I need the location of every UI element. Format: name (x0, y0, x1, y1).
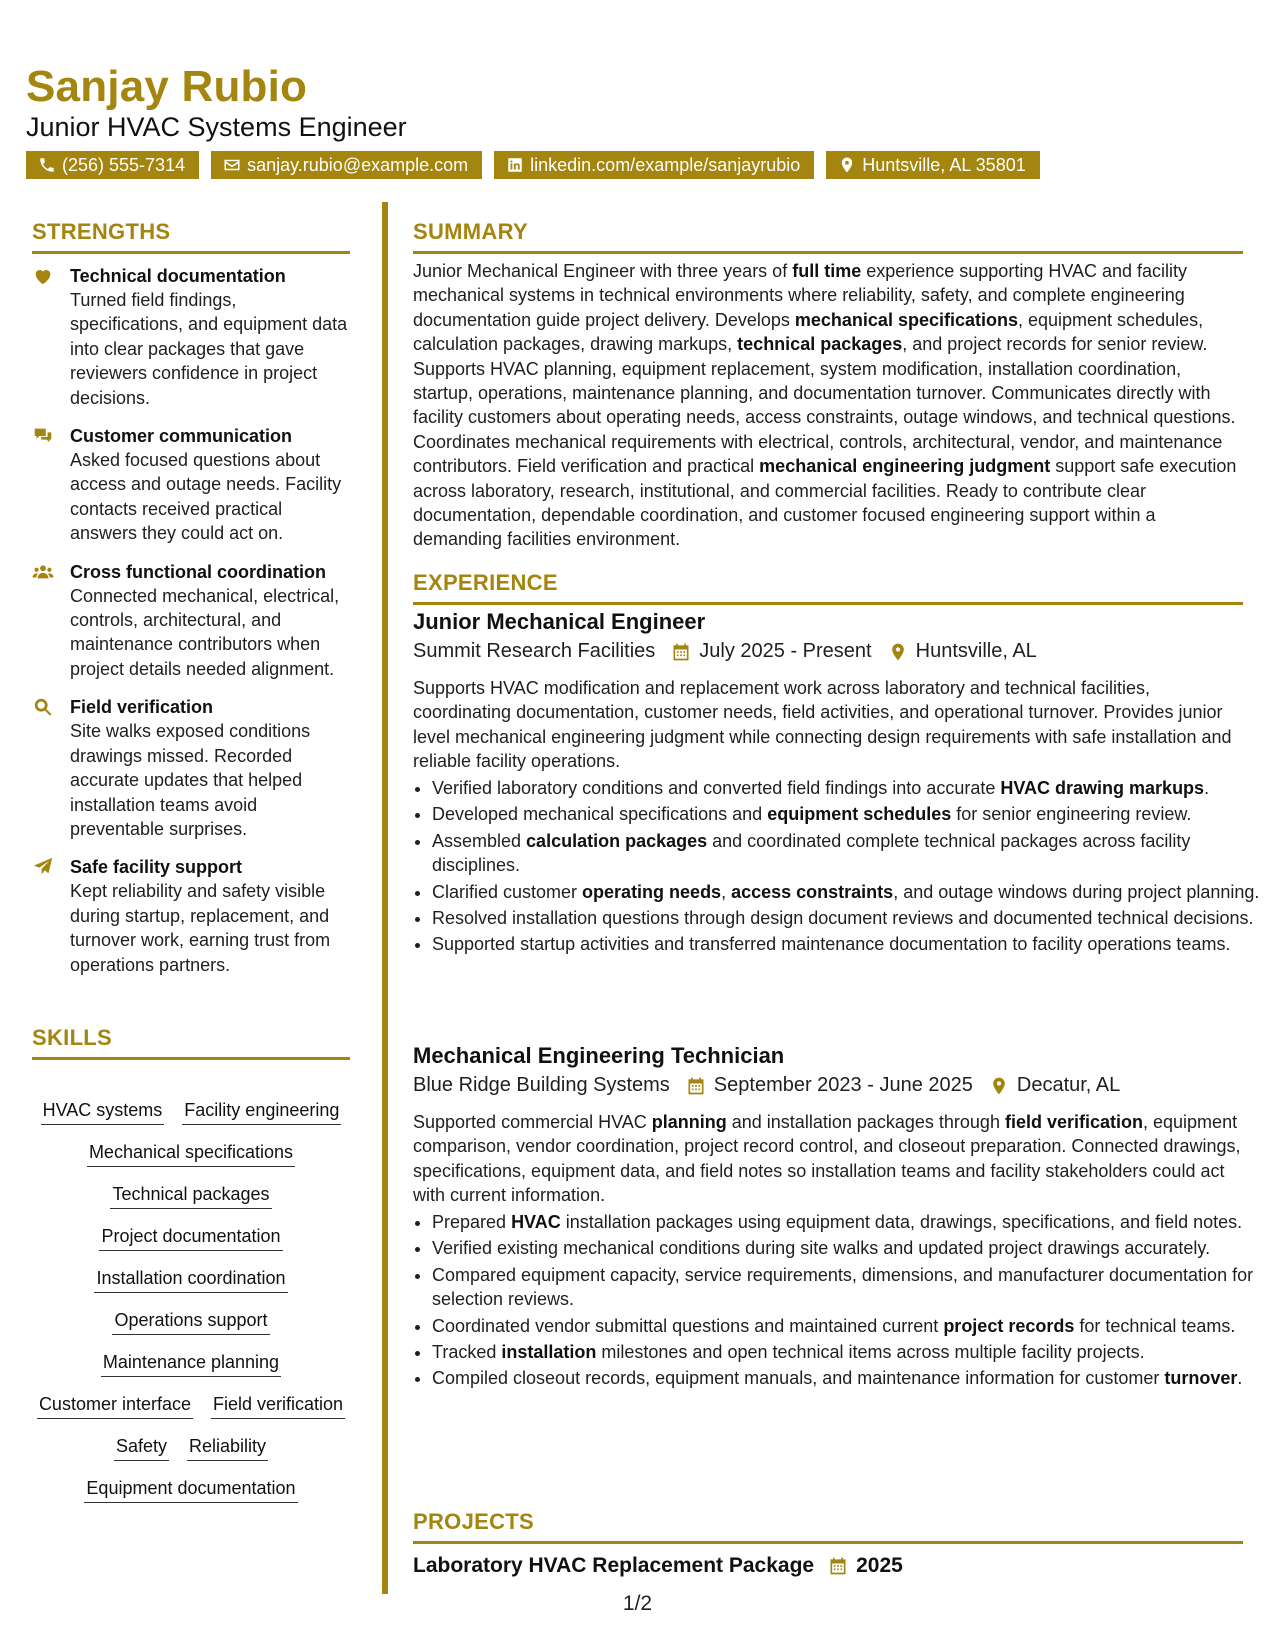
column-divider (382, 202, 388, 1594)
candidate-name: Sanjay Rubio (26, 62, 308, 111)
users-icon (32, 561, 54, 583)
project-item (413, 1554, 903, 1578)
skill-tag: Technical packages (110, 1182, 271, 1209)
candidate-title: Junior HVAC Systems Engineer (26, 112, 407, 142)
list-item: • Developed mechanical specifications and equipment schedules for senior engineering review. (432, 802, 1262, 826)
linkedin-icon (506, 156, 524, 174)
skill-tag: Field verification (211, 1392, 345, 1419)
project-year: 2025 (856, 1554, 903, 1577)
envelope-icon (223, 156, 241, 174)
summary-heading: SUMMARY (413, 219, 1243, 254)
strengths-heading: STRENGTHS (32, 219, 350, 254)
skill-tag: Reliability (187, 1434, 268, 1461)
strength-desc: Site walks exposed conditions drawings missed. Recorded accurate updates that helped installation teams avoid preventable surprises. (70, 721, 311, 839)
job-title: Mechanical Engineering Technician (413, 1043, 785, 1068)
skill-tag: Installation coordination (94, 1266, 287, 1293)
map-pin-icon (888, 642, 908, 662)
contact-location[interactable] (826, 151, 1039, 179)
strength-item (32, 424, 350, 546)
map-pin-icon (989, 1076, 1009, 1096)
strength-desc: Asked focused questions about access and outage needs. Facility contacts received practical answers they could act on. (70, 450, 342, 544)
job-title: Junior Mechanical Engineer (413, 609, 706, 634)
skill-tag: Equipment documentation (84, 1476, 297, 1503)
job-meta (413, 1074, 1120, 1097)
chat-bubbles-icon (32, 425, 54, 447)
list-item: • Verified existing mechanical conditions during site walks and updated project drawings accurately. (432, 1236, 1262, 1260)
paper-plane-icon (32, 856, 54, 878)
job-description: Supported commercial HVAC planning and installation packages through field verification, equipment comparison, vendor coordination, project record control, and closeout preparation. Connected drawings, specifications, equipment data, and field notes so installation teams and facility stakeholders could act with current information. (413, 1112, 1241, 1206)
job-bullets (413, 1210, 1262, 1393)
list-item: • Verified laboratory conditions and converted field findings into accurate HVAC drawing markups. (432, 776, 1262, 800)
list-item: • Compared equipment capacity, service requirements, dimensions, and manufacturer documentation for selection reviews. (432, 1263, 1262, 1312)
strength-title: Customer communication (70, 426, 293, 447)
list-item: • Coordinated vendor submittal questions and maintained current project records for technical teams. (432, 1314, 1262, 1338)
list-item: • Clarified customer operating needs, access constraints, and outage windows during project planning. (432, 880, 1262, 904)
list-item: • Prepared HVAC installation packages using equipment data, drawings, specifications, and field notes. (432, 1210, 1262, 1234)
contact-location-text: Huntsville, AL 35801 (862, 154, 1026, 175)
job-dates: September 2023 - June 2025 (713, 1074, 973, 1096)
strength-title: Technical documentation (70, 266, 286, 286)
skill-tag: Safety (114, 1434, 169, 1461)
experience-heading: EXPERIENCE (413, 570, 1243, 605)
list-item: • Assembled calculation packages and coordinated complete technical packages across facility disciplines. (432, 829, 1262, 878)
job-dates: July 2025 - Present (699, 640, 872, 662)
strength-desc: Turned field findings, specifications, and equipment data into clear packages that gave reviewers confidence in project decisions. (70, 290, 348, 408)
job-location: Decatur, AL (1016, 1074, 1121, 1096)
job-description: Supports HVAC modification and replacement work across laboratory and technical facilities, coordinating documentation, customer needs, field activities, and operational turnover. Provides junior level mechanical engineering judgment while connecting design requirements with safe installation and reliable facility operations. (413, 678, 1232, 772)
list-item: • Resolved installation questions through design document reviews and documented technical decisions. (432, 906, 1262, 930)
phone-icon (38, 156, 56, 174)
heart-icon (32, 265, 54, 287)
strength-item (32, 560, 350, 682)
skill-tag: Mechanical specifications (87, 1140, 295, 1167)
contact-email[interactable] (211, 151, 482, 179)
strength-item (32, 855, 350, 977)
contact-bar (26, 151, 1040, 179)
strength-desc: Kept reliability and safety visible during startup, replacement, and turnover work, earning trust from operations partners. (70, 881, 331, 975)
skills-heading: SKILLS (32, 1025, 350, 1060)
calendar-icon (828, 1556, 848, 1576)
strength-item (32, 264, 350, 410)
strength-title: Cross functional coordination (70, 561, 327, 582)
job-company: Summit Research Facilities (413, 640, 656, 662)
map-pin-icon (838, 156, 856, 174)
job-company: Blue Ridge Building Systems (413, 1074, 670, 1096)
skill-tag: Project documentation (99, 1224, 282, 1251)
strength-title: Safe facility support (70, 857, 243, 878)
calendar-icon (686, 1076, 706, 1096)
contact-linkedin-text: linkedin.com/example/sanjayrubio (530, 154, 801, 175)
magnifier-icon (32, 696, 54, 718)
page-number: 1/2 (622, 1592, 653, 1615)
projects-heading: PROJECTS (413, 1509, 1243, 1544)
skill-tag: Operations support (112, 1308, 269, 1335)
contact-phone[interactable] (26, 151, 199, 179)
job-meta (413, 640, 1037, 663)
strength-title: Field verification (70, 697, 214, 718)
contact-phone-text: (256) 555-7314 (62, 154, 186, 175)
strength-desc: Connected mechanical, electrical, controls, architectural, and maintenance contributors when project details needed alignment. (70, 585, 340, 679)
job-location: Huntsville, AL (915, 640, 1037, 662)
skill-tag: Customer interface (37, 1392, 193, 1419)
project-title: Laboratory HVAC Replacement Package (413, 1554, 815, 1577)
contact-linkedin[interactable] (494, 151, 814, 179)
skills-list (32, 1098, 350, 1503)
strengths-list (32, 264, 350, 991)
skill-tag: Facility engineering (182, 1098, 341, 1125)
list-item: • Supported startup activities and transferred maintenance documentation to facility operations teams. (432, 932, 1262, 956)
job-bullets (413, 776, 1262, 959)
summary-text: Junior Mechanical Engineer with three years of full time experience supporting HVAC and facility mechanical systems in technical environments where reliability, safety, and complete engineering documentation guide project delivery. Develops mechanical specifications, equipment schedules, calculation packages, drawing markups, technical packages, and project records for senior review. Supports HVAC planning, equipment replacement, system modification, installation coordination, startup, operations, maintenance planning, and documentation turnover. Communicates directly with facility customers about operating needs, access constraints, outage windows, and technical questions. Coordinates mechanical requirements with electrical, controls, architectural, vendor, and maintenance contributors. Field verification and practical mechanical engineering judgment support safe execution across laboratory, research, institutional, and commercial facilities. Ready to contribute clear documentation, dependable coordination, and customer focused engineering support within a demanding facilities environment. (413, 261, 1237, 550)
list-item: • Compiled closeout records, equipment manuals, and maintenance information for customer turnover. (432, 1366, 1262, 1390)
skill-tag: Maintenance planning (101, 1350, 281, 1377)
strength-item (32, 695, 350, 841)
calendar-icon (671, 642, 691, 662)
contact-email-text: sanjay.rubio@example.com (247, 154, 469, 175)
skill-tag: HVAC systems (41, 1098, 165, 1125)
list-item: • Tracked installation milestones and open technical items across multiple facility projects. (432, 1340, 1262, 1364)
